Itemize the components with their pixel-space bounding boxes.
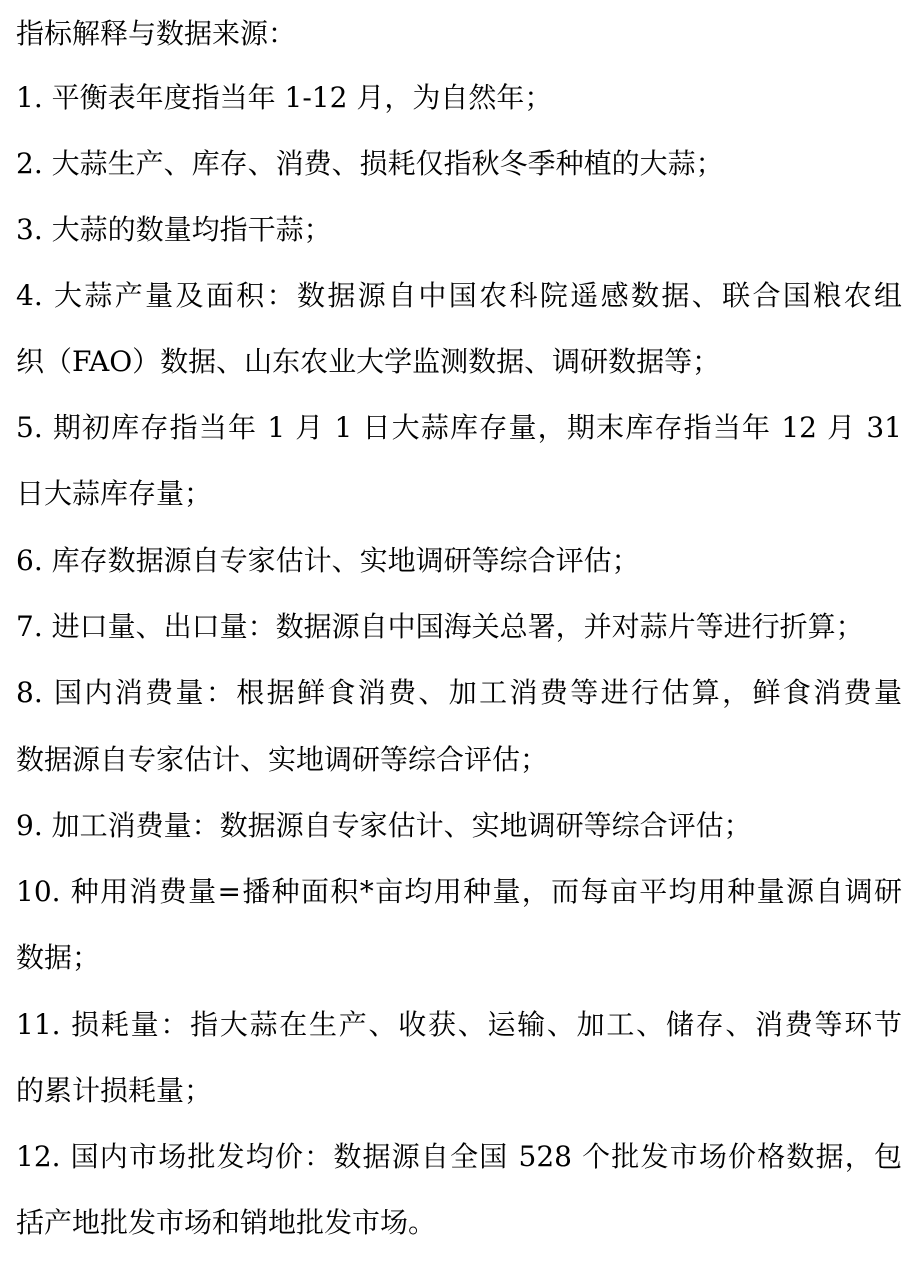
definition-line-6: 6. 库存数据源自专家估计、实地调研等综合评估；: [16, 544, 640, 577]
definition-line-12b: 括产地批发市场和销地批发市场。: [16, 1206, 437, 1239]
definition-line-7: 7. 进口量、出口量：数据源自中国海关总署，并对蒜片等进行折算；: [16, 610, 864, 643]
definition-line-10b: 数据；: [16, 941, 101, 974]
definition-line-10a: 10. 种用消费量=播种面积*亩均用种量，而每亩平均用种量源自调研: [16, 875, 902, 908]
definition-line-5b: 日大蒜库存量；: [16, 477, 213, 510]
definition-line-11a: 11. 损耗量：指大蒜在生产、收获、运输、加工、储存、消费等环节: [16, 1008, 902, 1041]
definition-line-2: 2. 大蒜生产、库存、消费、损耗仅指秋冬季种植的大蒜；: [16, 147, 724, 180]
definition-line-5a: 5. 期初库存指当年 1 月 1 日大蒜库存量，期末库存指当年 12 月 31: [16, 411, 902, 444]
definition-line-11b: 的累计损耗量；: [16, 1074, 213, 1107]
definition-line-12a: 12. 国内市场批发均价：数据源自全国 528 个批发市场价格数据，包: [16, 1140, 902, 1173]
definition-line-1: 1. 平衡表年度指当年 1-12 月，为自然年；: [16, 81, 553, 114]
definition-line-4a: 4. 大蒜产量及面积：数据源自中国农科院遥感数据、联合国粮农组: [16, 279, 902, 312]
section-heading: 指标解释与数据来源：: [16, 17, 297, 50]
definition-line-3: 3. 大蒜的数量均指干蒜；: [16, 213, 332, 246]
definition-line-9: 9. 加工消费量：数据源自专家估计、实地调研等综合评估；: [16, 809, 752, 842]
definition-line-8a: 8. 国内消费量：根据鲜食消费、加工消费等进行估算，鲜食消费量: [16, 676, 902, 709]
definition-line-8b: 数据源自专家估计、实地调研等综合评估；: [16, 743, 549, 776]
definition-line-4b: 织（FAO）数据、山东农业大学监测数据、调研数据等；: [16, 345, 721, 378]
